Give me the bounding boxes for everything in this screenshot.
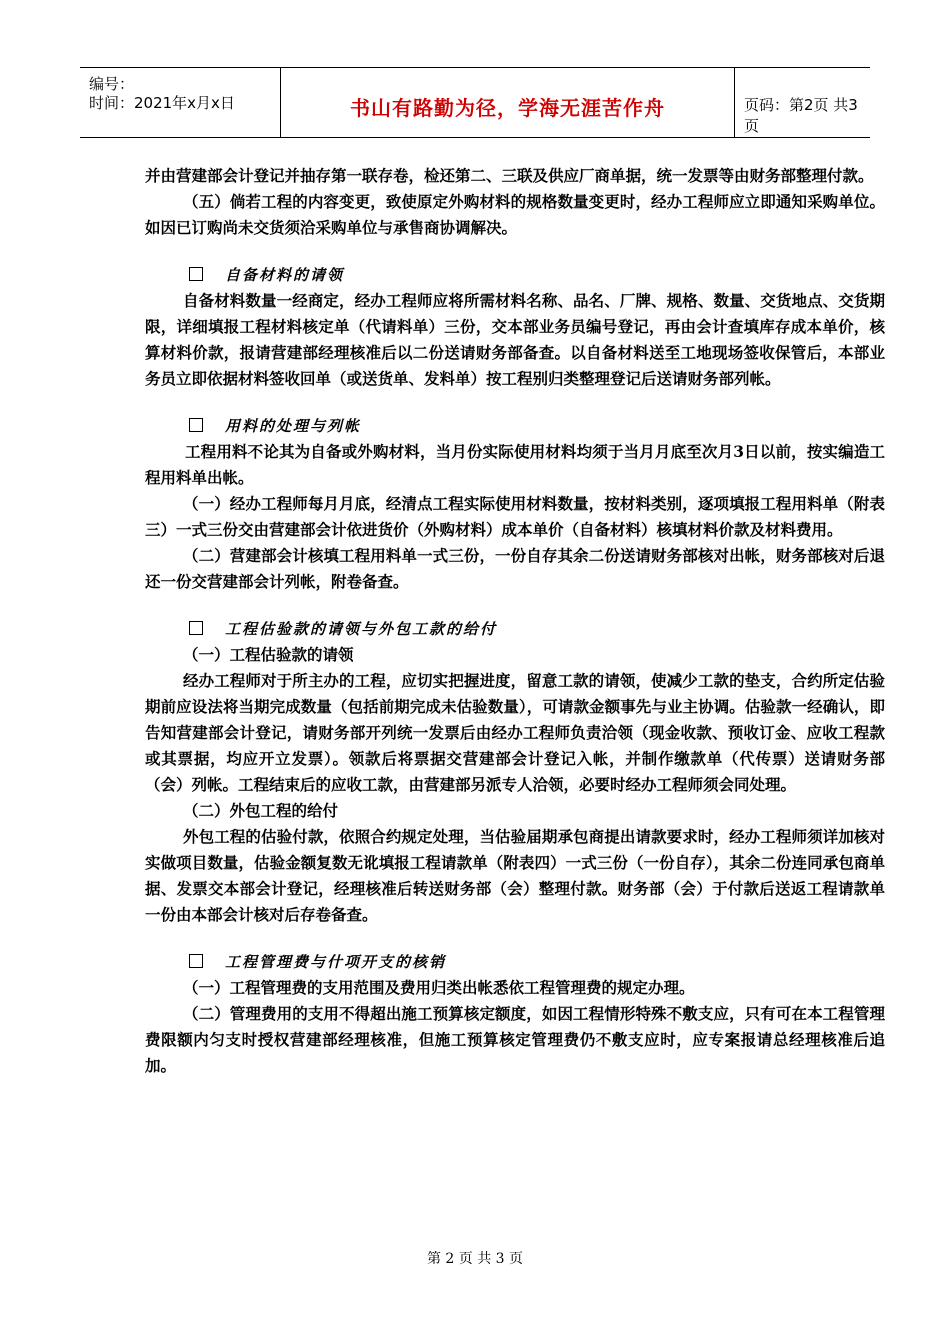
checkbox-icon — [189, 418, 203, 432]
header-right-cell — [734, 68, 870, 137]
paragraph: （一）工程估验款的请领 — [183, 645, 354, 664]
paragraph: 外包工程的估验付款，依照合约规定处理，当估验届期承包商提出请款要求时，经办工程师须详加核对实做项目数量，估验金额复数无讹填报工程请款单（附表四）一式三份（一份自存），其余二份连同承包商单据、发票交本部会计登记，经理核准后转送财务部（会）整理付款。财务部（会）于付款后送返工程请款单一份由本部会计核对后存卷备查。 — [145, 827, 885, 924]
page-label: 页码：第2页 共3页 — [744, 96, 858, 135]
section-title: 工程管理费与什项开支的核销 — [225, 952, 447, 971]
motto: 书山有路勤为径，学海无涯苦作舟 — [350, 96, 665, 120]
paragraph: 工程用料不论其为自备或外购材料，当月份实际使用材料均须于当月月底至次月3日以前，按实编造工程用料单出帐。 — [145, 442, 885, 487]
paragraph: （二）营建部会计核填工程用料单一式三份，一份自存其余二份送请财务部核对出帐，财务部核对后退还一份交营建部会计列帐，附卷备查。 — [145, 546, 885, 591]
checkbox-icon — [189, 267, 203, 281]
document-body — [145, 163, 885, 1079]
paragraph: （五）倘若工程的内容变更，致使原定外购材料的规格数量变更时，经办工程师应立即通知采购单位。如因已订购尚未交货须洽采购单位与承售商协调解决。 — [145, 192, 885, 237]
section-title: 用料的处理与列帐 — [225, 416, 362, 435]
section-heading — [145, 948, 885, 974]
paragraph: （一）经办工程师每月月底，经清点工程实际使用材料数量，按材料类别，逐项填报工程用料单（附表三）一式三份交由营建部会计依进货价（外购材料）成本单价（自备材料）核填材料价款及材料费用。 — [145, 494, 885, 539]
section-title: 自备材料的请领 — [225, 265, 345, 284]
header-middle-cell — [280, 68, 735, 137]
page-header — [80, 67, 870, 138]
date-label: 时间：2021年x月x日 — [89, 94, 235, 112]
paragraph: 并由营建部会计登记并抽存第一联存卷，检还第二、三联及供应厂商单据，统一发票等由财务部整理付款。 — [145, 166, 874, 185]
number-label: 编号： — [89, 75, 135, 93]
section-heading — [145, 412, 885, 438]
page-footer: 第 2 页 共 3 页 — [426, 1251, 524, 1267]
paragraph: （二）管理费用的支用不得超出施工预算核定额度，如因工程情形特殊不敷支应，只有可在本工程管理费限额内匀支时授权营建部经理核准，但施工预算核定管理费仍不敷支应时，应专案报请总经理核准后追加。 — [145, 1004, 885, 1075]
section-heading — [145, 261, 885, 287]
paragraph: 经办工程师对于所主办的工程，应切实把握进度，留意工款的请领，使减少工款的垫支，合约所定估验期前应设法将当期完成数量（包括前期完成未估验数量），可请款金额事先与业主协调。估验款一经确认，即告知营建部会计登记，请财务部开列统一发票后由经办工程师负责洽领（现金收款、预收订金、应收工程款或其票据，均应开立发票）。领款后将票据交营建部会计登记入帐，并制作缴款单（代传票）送请财务部（会）列帐。工程结束后的应收工款，由营建部另派专人洽领，必要时经办工程师须会同处理。 — [145, 671, 885, 794]
paragraph: （二）外包工程的给付 — [183, 801, 339, 820]
checkbox-icon — [189, 621, 203, 635]
section-title: 工程估验款的请领与外包工款的给付 — [225, 619, 498, 638]
paragraph: 自备材料数量一经商定，经办工程师应将所需材料名称、品名、厂牌、规格、数量、交货地点、交货期限，详细填报工程材料核定单（代请料单）三份，交本部业务员编号登记，再由会计查填库存成本单价，核算材料价款，报请营建部经理核准后以二份送请财务部备查。以自备材料送至工地现场签收保管后，本部业务员立即依据材料签收回单（或送货单、发料单）按工程别归类整理登记后送请财务部列帐。 — [145, 291, 885, 388]
section-heading — [145, 615, 885, 641]
paragraph: （一）工程管理费的支用范围及费用归类出帐悉依工程管理费的规定办理。 — [183, 978, 695, 997]
checkbox-icon — [189, 954, 203, 968]
header-left-cell — [80, 68, 280, 137]
